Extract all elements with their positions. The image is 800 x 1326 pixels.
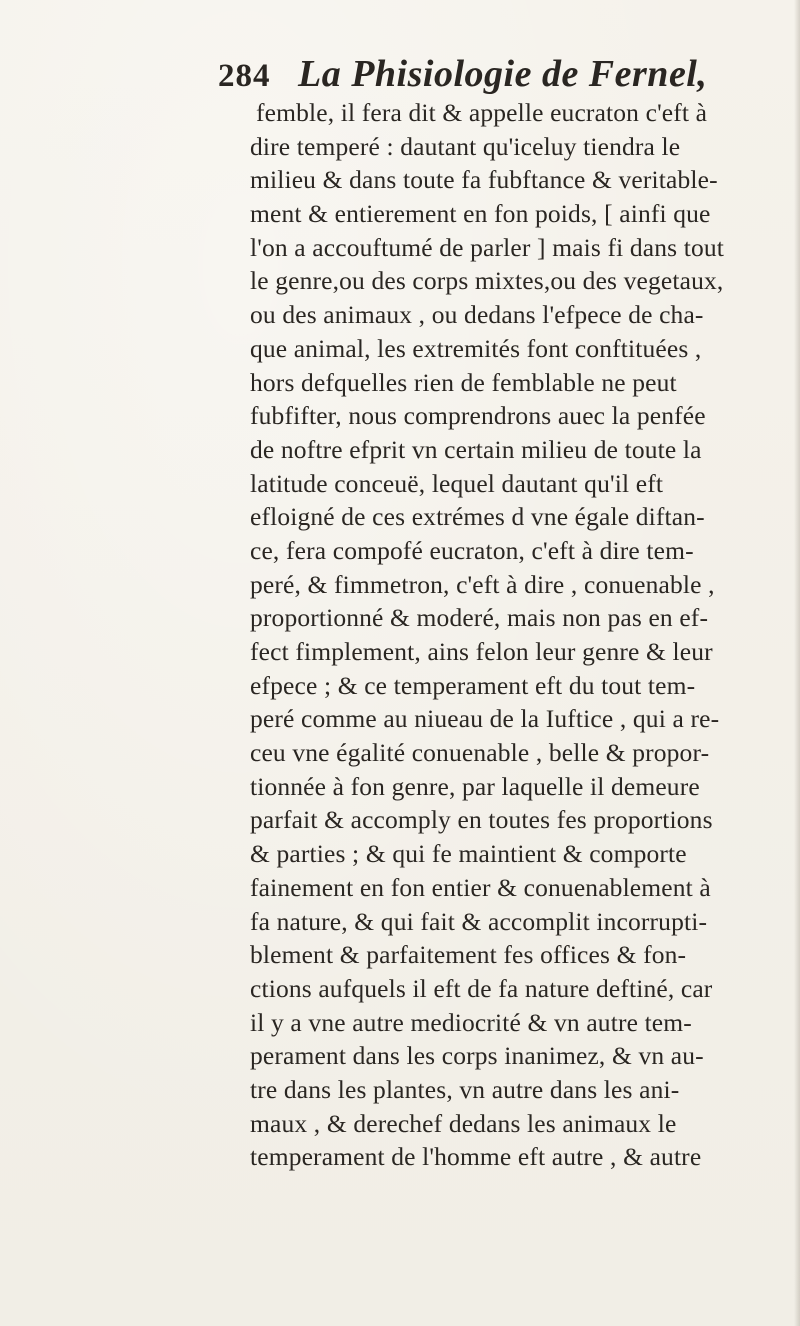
text-line: ctions aufquels il eft de fa nature deftiné, car <box>250 973 713 1003</box>
text-line: efloigné de ces extrémes d vne égale diftan- <box>250 502 705 532</box>
running-title: La Phisiologie de Fernel, <box>298 53 708 95</box>
text-line: ou des animaux , ou dedans l'efpece de cha- <box>250 300 704 330</box>
page-edge-shadow <box>794 0 800 1326</box>
text-line: fubfifter, nous comprendrons auec la penfée <box>250 401 706 431</box>
text-line: fainement en fon entier & conuenablement à <box>250 872 711 902</box>
text-line: fa nature, & qui fait & accomplit incorrupti- <box>250 906 708 936</box>
text-line: tre dans les plantes, vn autre dans les ani- <box>250 1074 680 1104</box>
text-line: ment & entierement en fon poids, [ ainfi que <box>250 199 711 229</box>
text-line: ce, fera compofé eucraton, c'eft à dire tem- <box>250 535 694 565</box>
text-line: ceu vne égalité conuenable , belle & propor- <box>250 738 710 768</box>
text-line: il y a vne autre mediocrité & vn autre tem- <box>250 1007 692 1037</box>
text-line: parfait & accomply en toutes fes proportions <box>250 805 713 835</box>
page-number: 284 <box>218 58 271 94</box>
text-line: hors defquelles rien de femblable ne peut <box>250 367 677 397</box>
text-line: perament dans les corps inanimez, & vn au- <box>250 1041 704 1071</box>
text-line: l'on a accouftumé de parler ] mais fi dans tout <box>250 232 725 262</box>
text-line: peré, & fimmetron, c'eft à dire , conuenable , <box>250 569 715 599</box>
page-header <box>218 46 738 102</box>
text-line: efpece ; & ce temperament eft du tout tem- <box>250 670 696 700</box>
text-line: & parties ; & qui fe maintient & comporte <box>250 839 687 869</box>
text-line: fect fimplement, ains felon leur genre & leur <box>250 637 713 666</box>
body-text <box>250 96 780 1174</box>
text-line: blement & parfaitement fes offices & fon- <box>250 940 687 970</box>
text-line: maux , & derechef dedans les animaux le <box>250 1108 677 1138</box>
text-line: milieu & dans toute fa fubftance & veritable- <box>250 165 718 195</box>
text-line: proportionné & moderé, mais non pas en ef- <box>250 603 709 633</box>
text-line: que animal, les extremités font conftituées , <box>250 333 702 363</box>
text-line: peré comme au niueau de la Iuftice , qui a re- <box>250 704 720 734</box>
text-line: dire temperé : dautant qu'iceluy tiendra le <box>250 131 681 161</box>
text-line: temperament de l'homme eft autre , & autre <box>250 1142 702 1172</box>
text-line: le genre,ou des corps mixtes,ou des vegetaux, <box>250 266 724 296</box>
text-line: de noftre efprit vn certain milieu de toute la <box>250 434 702 464</box>
text-line: latitude conceuë, lequel dautant qu'il eft <box>250 468 664 498</box>
text-line: tionnée à fon genre, par laquelle il demeure <box>250 771 700 801</box>
text-line: femble, il fera dit & appelle eucraton c'eft à <box>256 98 708 127</box>
